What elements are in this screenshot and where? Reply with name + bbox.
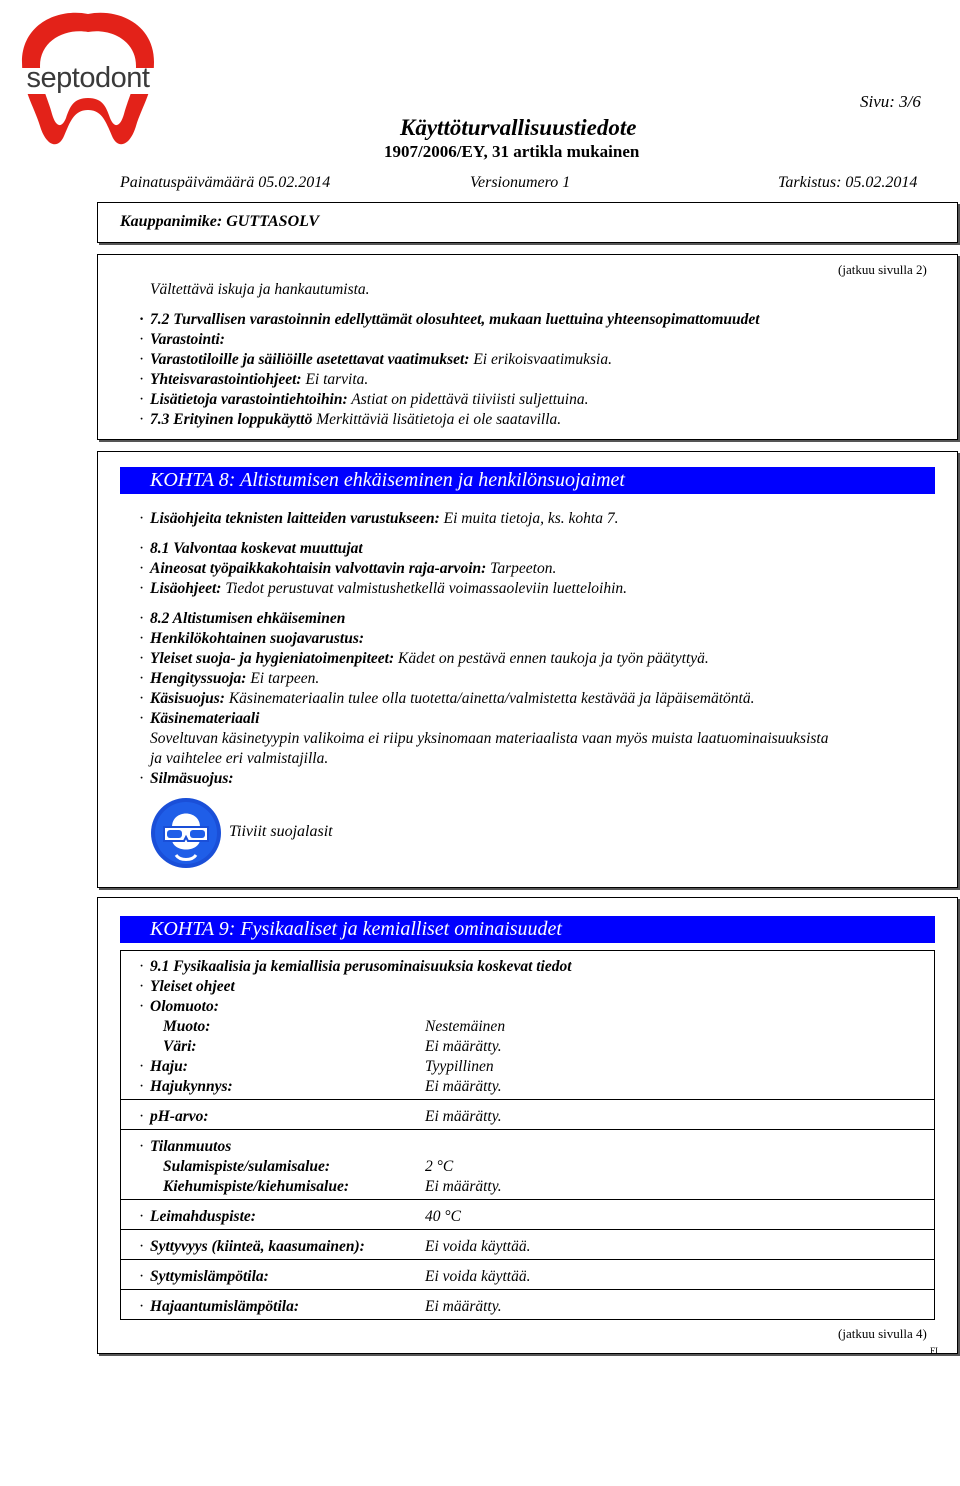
tech-equip-value: Ei muita tietoja, ks. kohta 7. [443, 510, 619, 527]
end-use-value: Merkittäviä lisätietoja ei ole saatavilla. [316, 411, 562, 428]
page-number: Sivu: 3/6 [860, 92, 921, 111]
continued-to-note: (jatkuu sivulla 4) [838, 1326, 927, 1341]
s9-line-haja: · Hajaantumislämpötila: [139, 1298, 299, 1315]
joint-storage-value: Ei tarvita. [305, 371, 369, 388]
s9-line-h1: · 9.1 Fysikaalisia ja kemiallisia perusominaisuuksia koskevat tiedot [139, 958, 572, 975]
storage-req-value: Ei erikoisvaatimuksia. [473, 351, 612, 368]
review-date: Tarkistus: 05.02.2014 [778, 174, 918, 191]
s9-line-h2: · Yleiset ohjeet [139, 978, 235, 995]
section-9-title: KOHTA 9: Fysikaaliset ja kemialliset ominaisuudet [120, 916, 935, 943]
s7-line-1: · 7.2 Turvallisen varastoinnin edellyttämät olosuhteet, mukaan luettuina yhteensopimattomuudet [139, 311, 760, 328]
flash-point-value: 40 °C [425, 1208, 461, 1225]
s7-line-2: · Varastointi: [139, 331, 225, 348]
language-code: FI [930, 1346, 939, 1356]
row-divider [121, 1289, 935, 1290]
ppe-label: Henkilökohtainen suojavarustus: [150, 630, 365, 647]
melting-label: Sulamispiste/sulamisalue: [163, 1158, 331, 1175]
general-label: Yleiset ohjeet [150, 978, 235, 995]
respiratory-label: Hengityssuoja: [150, 670, 247, 687]
ph-label: pH-arvo: [150, 1108, 209, 1125]
row-divider [121, 1129, 935, 1130]
hygiene-value: Kädet on pestävä ennen taukoja ja työn päätyttyä. [397, 650, 709, 667]
goggles-icon [150, 797, 222, 869]
s7-line-4: · Yhteisvarastointiohjeet: Ei tarvita. [139, 371, 369, 388]
s8-line-b1: · 8.1 Valvontaa koskevat muuttujat [139, 540, 363, 557]
heading-91: 9.1 Fysikaalisia ja kemiallisia perusominaisuuksia koskevat tiedot [150, 958, 572, 975]
odor-threshold-value: Ei määrätty. [425, 1078, 502, 1095]
ignition-temp-value: Ei voida käyttää. [425, 1268, 531, 1285]
s9-line-haju: · Haju: [139, 1058, 188, 1075]
s7-line-5: · Lisätietoja varastointiehtoihin: Astiat on pidettävä tiiviisti suljettuina. [139, 391, 589, 408]
storage-label: Varastointi: [150, 331, 225, 348]
phase-change-label: Tilanmuutos [150, 1138, 232, 1155]
eye-protection-label: Silmäsuojus: [150, 770, 234, 787]
flammability-value: Ei voida käyttää. [425, 1238, 531, 1255]
s9-line-ph: · pH-arvo: [139, 1108, 209, 1125]
ph-value: Ei määrätty. [425, 1108, 502, 1125]
continued-from-note: (jatkuu sivulla 2) [838, 262, 927, 277]
color-label: Väri: [163, 1038, 197, 1055]
s9-line-sytt: · Syttyvyys (kiinteä, kaasumainen): [139, 1238, 365, 1255]
s7-line-3: · Varastotiloille ja säiliöille asetettavat vaatimukset: Ei erikoisvaatimuksia. [139, 351, 612, 368]
s8-line-c2: · Henkilökohtainen suojavarustus: [139, 630, 365, 647]
s8-line-a: · Lisäohjeita teknisten laitteiden varustukseen: Ei muita tietoja, ks. kohta 7. [139, 510, 619, 527]
odor-threshold-label: Hajukynnys: [150, 1078, 233, 1095]
s8-line-c8: · Silmäsuojus: [139, 770, 234, 787]
color-value: Ei määrätty. [425, 1038, 502, 1055]
section-8-title: KOHTA 8: Altistumisen ehkäiseminen ja henkilönsuojaimet [120, 467, 935, 494]
storage-info-label: Lisätietoja varastointiehtoihin: [150, 391, 348, 408]
form-label: Muoto: [163, 1018, 211, 1035]
decomposition-value: Ei määrätty. [425, 1298, 502, 1315]
s8-line-b3: · Lisäohjeet: Tiedot perustuvat valmistushetkellä voimassaoleviin luetteloihin. [139, 580, 627, 597]
tech-equip-label: Lisäohjeita teknisten laitteiden varustukseen: [150, 510, 440, 527]
extra-info-label: Lisäohjeet: [150, 580, 222, 597]
row-divider [121, 1099, 935, 1100]
s8-line-c3: · Yleiset suoja- ja hygieniatoimenpiteet: Kädet on pestävä ennen taukoja ja työn päätyttyä. [139, 650, 709, 667]
s8-line-c4: · Hengityssuoja: Ei tarpeen. [139, 670, 320, 687]
goggles-label: Tiiviit suojalasit [229, 823, 333, 840]
s8-line-c6: · Käsinemateriaali [139, 710, 260, 727]
limit-values-label: Aineosat työpaikkakohtaisin valvottavin raja-arvoin: [150, 560, 487, 577]
s7-heading-72: 7.2 Turvallisen varastoinnin edellyttämät olosuhteet, mukaan luettuina yhteensopimattomuudet [150, 311, 760, 328]
decomposition-label: Hajaantumislämpötila: [150, 1298, 299, 1315]
form-value: Nestemäinen [425, 1018, 506, 1035]
s8-line-b2: · Aineosat työpaikkakohtaisin valvottavin raja-arvoin: Tarpeeton. [139, 560, 557, 577]
hygiene-label: Yleiset suoja- ja hygieniatoimenpiteet: [150, 650, 395, 667]
row-divider [121, 1199, 935, 1200]
s7-line-6: · 7.3 Erityinen loppukäyttö Merkittäviä lisätietoja ei ole saatavilla. [139, 411, 562, 428]
odor-value: Tyypillinen [425, 1058, 494, 1075]
glove-text-1: Soveltuvan käsinetyypin valikoima ei riipu yksinomaan materiaalista vaan myös muista laatuominaisuuksista [150, 730, 829, 747]
product-name: Kauppanimike: GUTTASOLV [120, 213, 319, 230]
row-divider [121, 1259, 935, 1260]
heading-82: 8.2 Altistumisen ehkäiseminen [150, 610, 346, 627]
respiratory-value: Ei tarpeen. [250, 670, 320, 687]
heading-81: 8.1 Valvontaa koskevat muuttujat [150, 540, 363, 557]
extra-info-value: Tiedot perustuvat valmistushetkellä voimassaoleviin luetteloihin. [225, 580, 627, 597]
flash-point-label: Leimahduspiste: [150, 1208, 256, 1225]
glove-material-label: Käsinemateriaali [150, 710, 260, 727]
limit-values-value: Tarpeeton. [490, 560, 557, 577]
s8-line-c1: · 8.2 Altistumisen ehkäiseminen [139, 610, 346, 627]
hand-protection-value: Käsinemateriaalin tulee olla tuotetta/ainetta/valmistetta kestävää ja läpäisemätöntä. [228, 690, 755, 707]
melting-value: 2 °C [425, 1158, 454, 1175]
state-label: Olomuoto: [150, 998, 219, 1015]
boiling-value: Ei määrätty. [425, 1178, 502, 1195]
s9-line-tila: · Tilanmuutos [139, 1138, 232, 1155]
s9-line-h3: · Olomuoto: [139, 998, 219, 1015]
s7-line-0: Vältettävä iskuja ja hankautumista. [150, 281, 370, 298]
end-use-label: 7.3 Erityinen loppukäyttö [150, 411, 313, 428]
joint-storage-label: Yhteisvarastointiohjeet: [150, 371, 302, 388]
septodont-logo [18, 10, 158, 150]
flammability-label: Syttyvyys (kiinteä, kaasumainen): [150, 1238, 365, 1255]
document-subtitle: 1907/2006/EY, 31 artikla mukainen [384, 142, 640, 161]
s9-line-leim: · Leimahduspiste: [139, 1208, 256, 1225]
storage-req-label: Varastotiloille ja säiliöille asetettavat vaatimukset: [150, 351, 470, 368]
print-date: Painatuspäivämäärä 05.02.2014 [120, 174, 331, 191]
properties-table [120, 950, 935, 1320]
ignition-temp-label: Syttymislämpötila: [150, 1268, 269, 1285]
row-divider [121, 1229, 935, 1230]
logo-wordmark: septodont [26, 62, 150, 94]
version-number: Versionumero 1 [470, 174, 571, 191]
glove-text-2: ja vaihtelee eri valmistajilla. [150, 750, 329, 767]
boiling-label: Kiehumispiste/kiehumisalue: [163, 1178, 350, 1195]
document-title: Käyttöturvallisuustiedote [400, 115, 637, 140]
s8-line-c5: · Käsisuojus: Käsinemateriaalin tulee olla tuotetta/ainetta/valmistetta kestävää ja läpäisemätöntä. [139, 690, 755, 707]
odor-label: Haju: [150, 1058, 188, 1075]
hand-protection-label: Käsisuojus: [150, 690, 225, 707]
s9-line-hajuk: · Hajukynnys: [139, 1078, 233, 1095]
storage-info-value: Astiat on pidettävä tiiviisti suljettuina. [351, 391, 589, 408]
s9-line-syttl: · Syttymislämpötila: [139, 1268, 269, 1285]
